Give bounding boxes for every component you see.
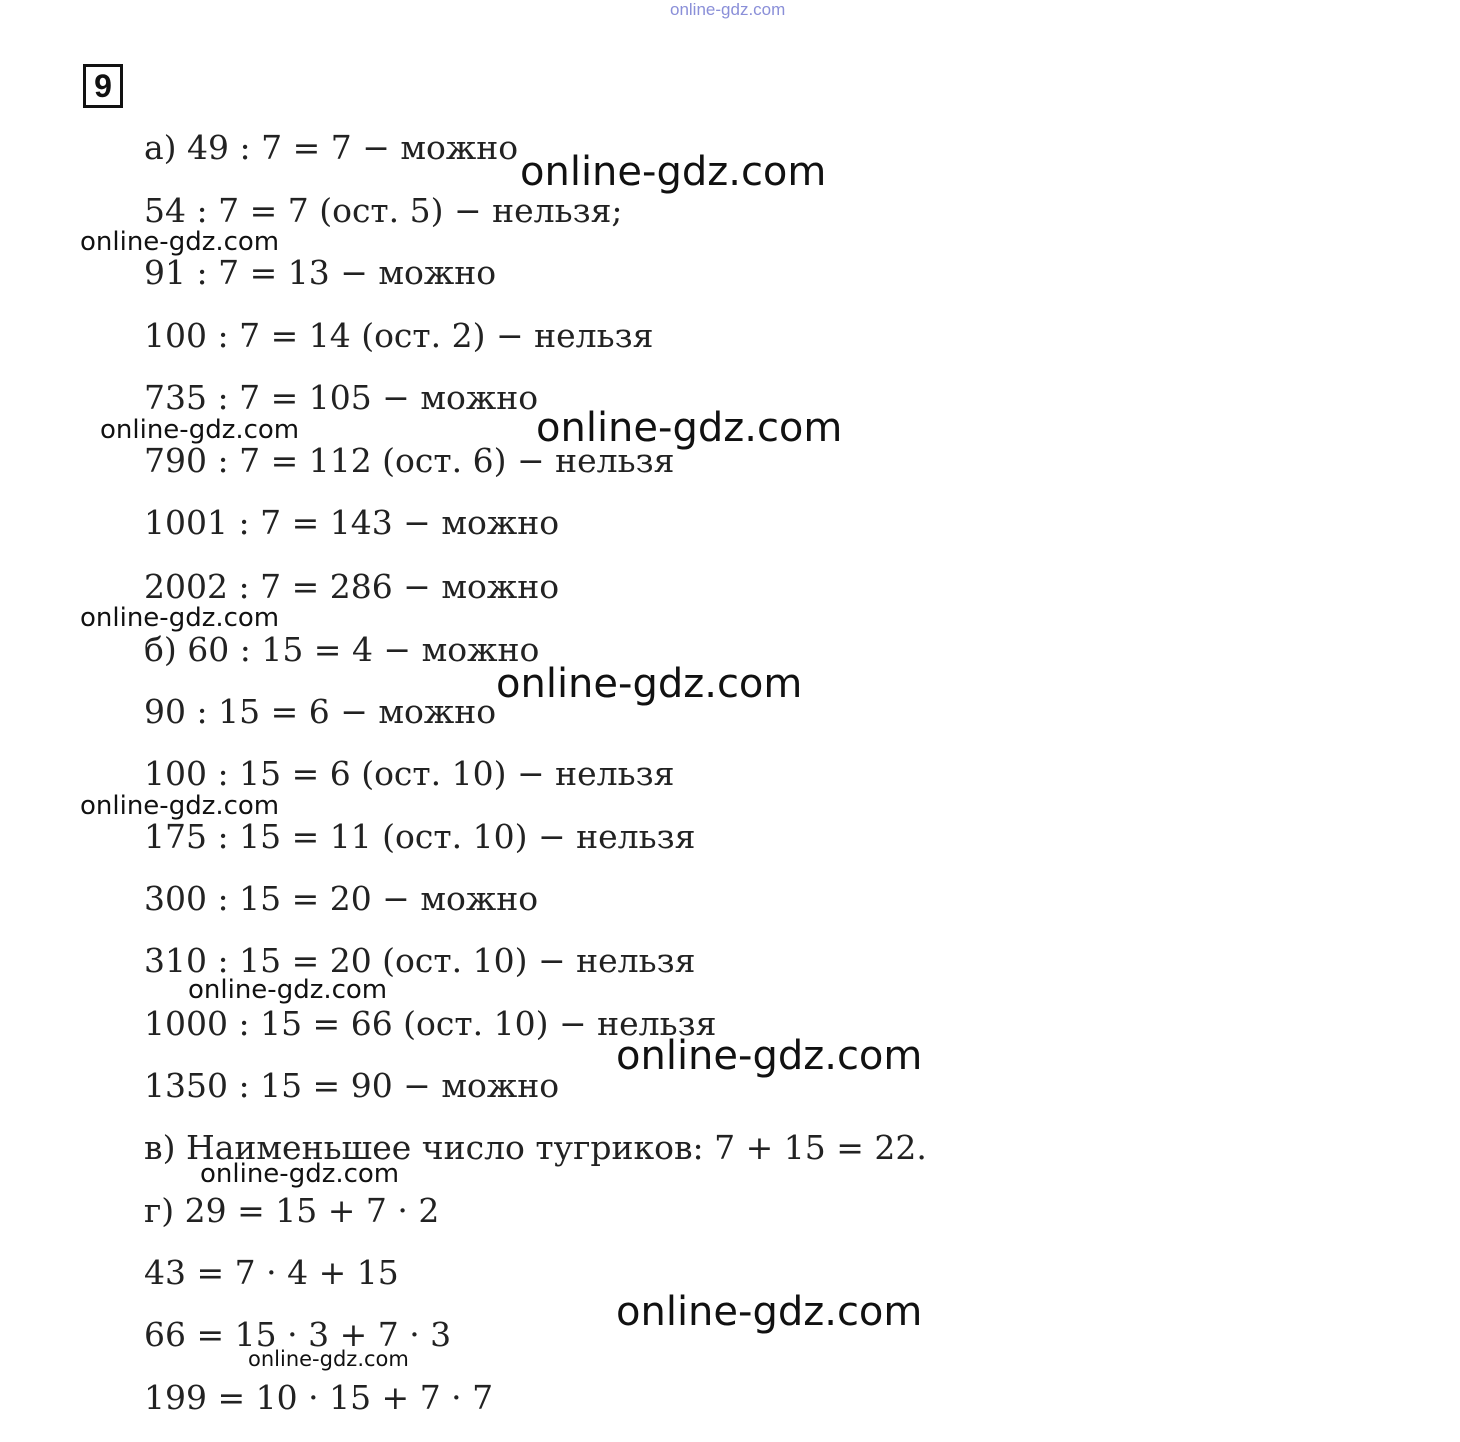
solution-line: 735 : 7 = 105 − можно	[144, 378, 539, 417]
solution-line: 175 : 15 = 11 (ост. 10) − нельзя	[144, 817, 696, 856]
solution-line: 90 : 15 = 6 − можно	[144, 692, 497, 731]
solution-line: 310 : 15 = 20 (ост. 10) − нельзя	[144, 941, 696, 980]
solution-line: 199 = 10 · 15 + 7 · 7	[144, 1378, 494, 1417]
solution-line: 54 : 7 = 7 (ост. 5) − нельзя;	[144, 191, 623, 230]
header-watermark: online-gdz.com	[670, 0, 786, 19]
watermark: online-gdz.com	[616, 1289, 923, 1335]
solution-line: 790 : 7 = 112 (ост. 6) − нельзя	[144, 441, 675, 480]
solution-line: 2002 : 7 = 286 − можно	[144, 567, 560, 606]
watermark: online-gdz.com	[520, 149, 827, 195]
watermark: online-gdz.com	[80, 227, 280, 257]
solution-line: 1001 : 7 = 143 − можно	[144, 503, 560, 542]
solution-line: 100 : 15 = 6 (ост. 10) − нельзя	[144, 754, 675, 793]
watermark: online-gdz.com	[100, 415, 300, 445]
solution-line: в) Наименьшее число тугриков: 7 + 15 = 22.	[144, 1128, 927, 1167]
watermark: online-gdz.com	[616, 1033, 923, 1079]
solution-line: 300 : 15 = 20 − можно	[144, 879, 539, 918]
watermark: online-gdz.com	[496, 661, 803, 707]
solution-line: 43 = 7 · 4 + 15	[144, 1253, 399, 1292]
solution-line: а) 49 : 7 = 7 − можно	[144, 128, 519, 167]
solution-line: 91 : 7 = 13 − можно	[144, 253, 497, 292]
watermark: online-gdz.com	[248, 1347, 409, 1371]
solution-line: 100 : 7 = 14 (ост. 2) − нельзя	[144, 316, 654, 355]
watermark: online-gdz.com	[80, 603, 280, 633]
solution-line: 66 = 15 · 3 + 7 · 3	[144, 1315, 452, 1354]
watermark: online-gdz.com	[200, 1159, 400, 1189]
watermark: online-gdz.com	[80, 791, 280, 821]
watermark: online-gdz.com	[536, 405, 843, 451]
solution-line: г) 29 = 15 + 7 · 2	[144, 1191, 440, 1230]
solution-line: 1000 : 15 = 66 (ост. 10) − нельзя	[144, 1004, 717, 1043]
watermark: online-gdz.com	[188, 975, 388, 1005]
task-number-box: 9	[83, 64, 123, 108]
solution-line: 1350 : 15 = 90 − можно	[144, 1066, 560, 1105]
solution-line: б) 60 : 15 = 4 − можно	[144, 630, 540, 669]
